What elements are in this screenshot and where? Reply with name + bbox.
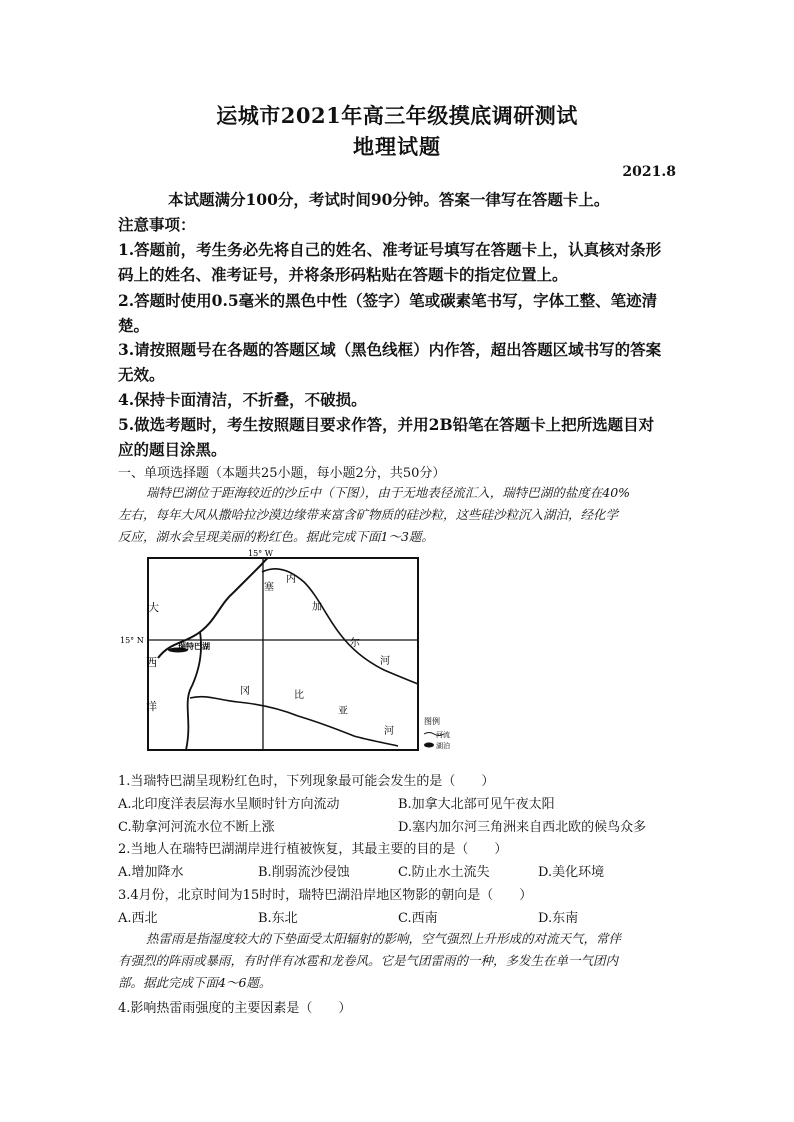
river-char: 河 bbox=[380, 656, 390, 667]
passage-line: 部。据此完成下面4～6题。 bbox=[118, 975, 272, 990]
longitude-label: 15° W bbox=[248, 549, 273, 558]
passage-line: 热雷雨是指湿度较大的下垫面受太阳辐射的影响，空气强烈上升形成的对流天气，常伴 bbox=[146, 931, 622, 946]
question-option: A.西北 bbox=[118, 911, 158, 926]
question-option: B.东北 bbox=[258, 911, 298, 926]
note-line: 1.答题前，考生务必先将自己的姓名、准考证号填写在答题卡上，认真核对条形 bbox=[118, 240, 662, 259]
ocean-char: 洋 bbox=[146, 700, 157, 713]
legend-river-label: 河流 bbox=[436, 731, 450, 739]
lake-label: 瑞特巴湖 bbox=[178, 641, 210, 651]
note-line: 应的题目涂黑。 bbox=[118, 440, 227, 459]
section-heading: 一、单项选择题（本题共25小题，每小题2分，共50分） bbox=[118, 466, 446, 481]
river-char: 冈 bbox=[240, 686, 250, 697]
note-line: 无效。 bbox=[118, 365, 165, 384]
river-char: 加 bbox=[312, 602, 322, 613]
legend-lake-icon bbox=[424, 743, 434, 748]
question-stem: 3.4月份，北京时间为15时时，瑞特巴湖沿岸地区物影的朝向是（ ） bbox=[118, 888, 533, 903]
river-senegal bbox=[262, 569, 418, 684]
question-option: D.美化环境 bbox=[538, 865, 605, 880]
passage-line: 有强烈的阵雨或暴雨，有时伴有冰雹和龙卷风。它是气团雷雨的一种，多发生在单一气团内 bbox=[118, 953, 619, 968]
question-option: A.北印度洋表层海水呈顺时针方向流动 bbox=[118, 797, 340, 812]
river-char: 尔 bbox=[350, 638, 360, 649]
passage-line: 左右，每年大风从撒哈拉沙漠边缘带来富含矿物质的硅沙粒，这些硅沙粒沉入湖泊，经化学 bbox=[118, 507, 619, 522]
exam-date: 2021.8 bbox=[622, 164, 676, 180]
question-option: B.加拿大北部可见午夜太阳 bbox=[398, 797, 555, 812]
lake-retba-map bbox=[118, 546, 448, 761]
note-line: 楚。 bbox=[118, 316, 150, 335]
question-stem: 4.影响热雷雨强度的主要因素是（ ） bbox=[118, 1001, 352, 1016]
river-char: 亚 bbox=[338, 706, 348, 717]
exam-title: 运城市2021年高三年级摸底调研测试 bbox=[216, 103, 578, 128]
question-option: C.勒拿河河流水位不断上涨 bbox=[118, 820, 275, 835]
river-gambia bbox=[190, 697, 398, 746]
note-line: 2.答题时使用0.5毫米的黑色中性（签字）笔或碳素笔书写，字体工整、笔迹清 bbox=[118, 291, 658, 310]
question-stem: 2.当地人在瑞特巴湖湖岸进行植被恢复，其最主要的目的是（ ） bbox=[118, 842, 508, 857]
question-option: A.增加降水 bbox=[118, 865, 184, 880]
question-option: D.东南 bbox=[538, 911, 579, 926]
river-char: 塞 bbox=[264, 582, 274, 593]
question-option: C.西南 bbox=[398, 911, 438, 926]
question-option: B.削弱流沙侵蚀 bbox=[258, 865, 350, 880]
question-option: D.塞内加尔河三角洲来自西北欧的候鸟众多 bbox=[398, 820, 647, 835]
exam-subtitle: 地理试题 bbox=[353, 134, 441, 159]
note-line: 3.请按照题号在各题的答题区域（黑色线框）内作答，超出答题区域书写的答案 bbox=[118, 340, 662, 359]
legend-title: 图例 bbox=[424, 717, 440, 726]
latitude-label: 15° N bbox=[120, 636, 144, 645]
notes-heading: 注意事项： bbox=[118, 215, 196, 234]
exam-intro: 本试题满分100分，考试时间90分钟。答案一律写在答题卡上。 bbox=[168, 190, 610, 209]
passage-line: 反应，湖水会呈现美丽的粉红色。据此完成下面1～3题。 bbox=[118, 529, 434, 544]
note-line: 码上的姓名、准考证号，并将条形码粘贴在答题卡的指定位置上。 bbox=[118, 265, 568, 284]
question-stem: 1.当瑞特巴湖呈现粉红色时，下列现象最可能会发生的是（ ） bbox=[118, 774, 495, 789]
ocean-char: 大 bbox=[148, 601, 159, 614]
river-char: 河 bbox=[384, 726, 394, 737]
river-char: 内 bbox=[286, 574, 296, 585]
ocean-char: 西 bbox=[146, 656, 157, 669]
note-line: 5.做选考题时，考生按照题目要求作答，并用2B铅笔在答题卡上把所选题目对 bbox=[118, 415, 655, 434]
note-line: 4.保持卡面清洁，不折叠，不破损。 bbox=[118, 390, 367, 409]
question-option: C.防止水土流失 bbox=[398, 865, 490, 880]
passage-line: 瑞特巴湖位于距海较近的沙丘中（下图），由于无地表径流汇入，瑞特巴湖的盐度在40% bbox=[146, 485, 631, 500]
river-char: 比 bbox=[294, 690, 304, 701]
coastline bbox=[158, 558, 268, 658]
legend-lake-label: 湖泊 bbox=[436, 742, 450, 750]
